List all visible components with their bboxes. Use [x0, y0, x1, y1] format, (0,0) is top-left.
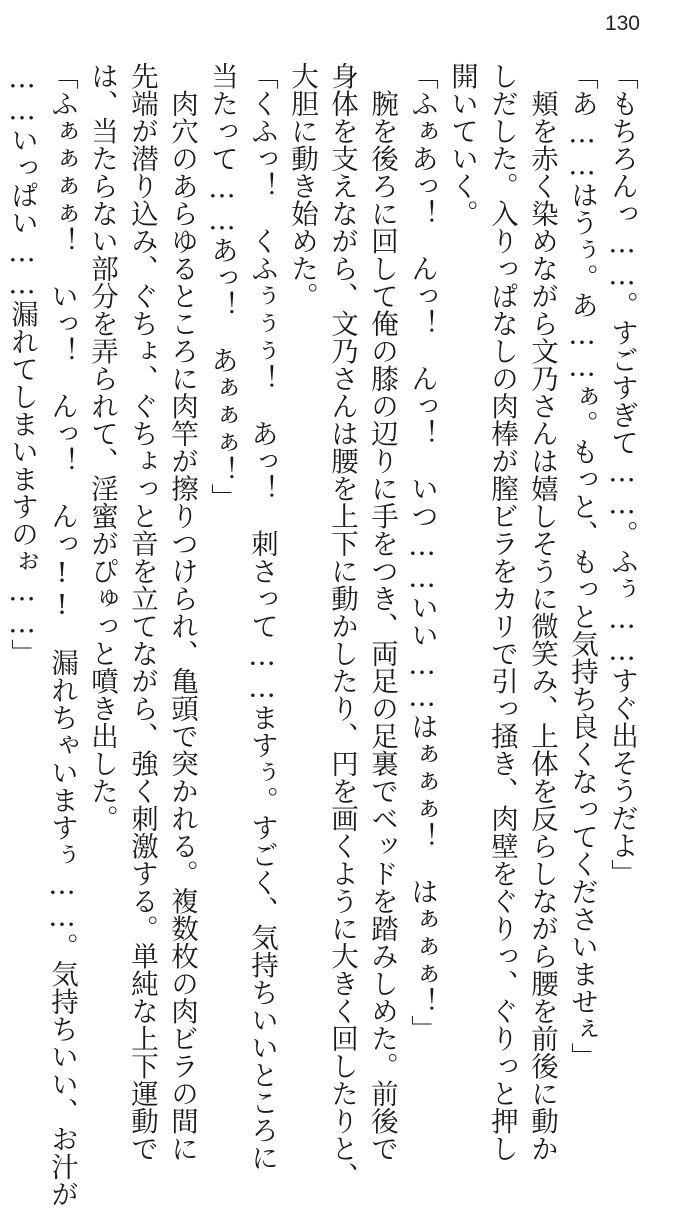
text-line: 「くふっ！ くふぅぅぅ！ あっ！ 刺さって……ますぅ。すごく、気持ちいいところに — [246, 62, 278, 1171]
text-line: 「あ……はうぅ。あ……ぁ。もっと、もっと気持ち良くなってくださいませぇ」 — [566, 62, 598, 1070]
vertical-text-body — [6, 62, 642, 1208]
text-line: 「もちろんっ……。すごすぎて……。ふぅ……すぐ出そうだよ」 — [606, 62, 638, 887]
text-line: 開いていく。 — [446, 62, 478, 227]
text-line: 当たって……あっ！ あぁぁぁ！」 — [206, 62, 238, 511]
text-line: 大胆に動き始めた。 — [286, 62, 318, 310]
text-line: ……いっぱい……漏れてしまいますのぉ……」 — [6, 62, 38, 667]
text-line: は、当たらない部分を弄られて、淫蜜がぴゅっと噴き出した。 — [86, 62, 118, 832]
text-line: しだした。入りっぱなしの肉棒が膣ビラをカリで引っ掻き、肉壁をぐりっ、ぐりっと押し — [486, 62, 518, 1162]
text-line: 身体を支えながら、文乃さんは腰を上下に動かしたり、円を画くように大きく回したりと、 — [326, 62, 358, 1190]
text-line: 先端が潜り込み、ぐちょ、ぐちょっと音を立てながら、強く刺激する。単純な上下運動で — [126, 62, 158, 1162]
text-line: 肉穴のあらゆるところに肉竿が擦りつけられ、亀頭で突かれる。複数枚の肉ビラの間に — [166, 62, 198, 1162]
page-number: 130 — [604, 12, 640, 35]
text-line: 腕を後ろに回して俺の膝の辺りに手をつき、両足の足裏でベッドを踏みしめた。前後で — [366, 62, 398, 1162]
text-line: 「ふぁぁぁぁ！ いっ！ んっ！ んっ!! 漏れちゃいますぅ……。気持ちいい、お汁が — [46, 62, 78, 1208]
text-line: 「ふぁあっ！ んっ！ んっ！ いつ……いい……はぁぁぁ！ はぁぁぁ！」 — [406, 62, 438, 1043]
text-line — [0, 62, 2, 1037]
text-line: 頬を赤く染めながら文乃さんは嬉しそうに微笑み、上体を反らしながら腰を前後に動か — [526, 62, 558, 1162]
